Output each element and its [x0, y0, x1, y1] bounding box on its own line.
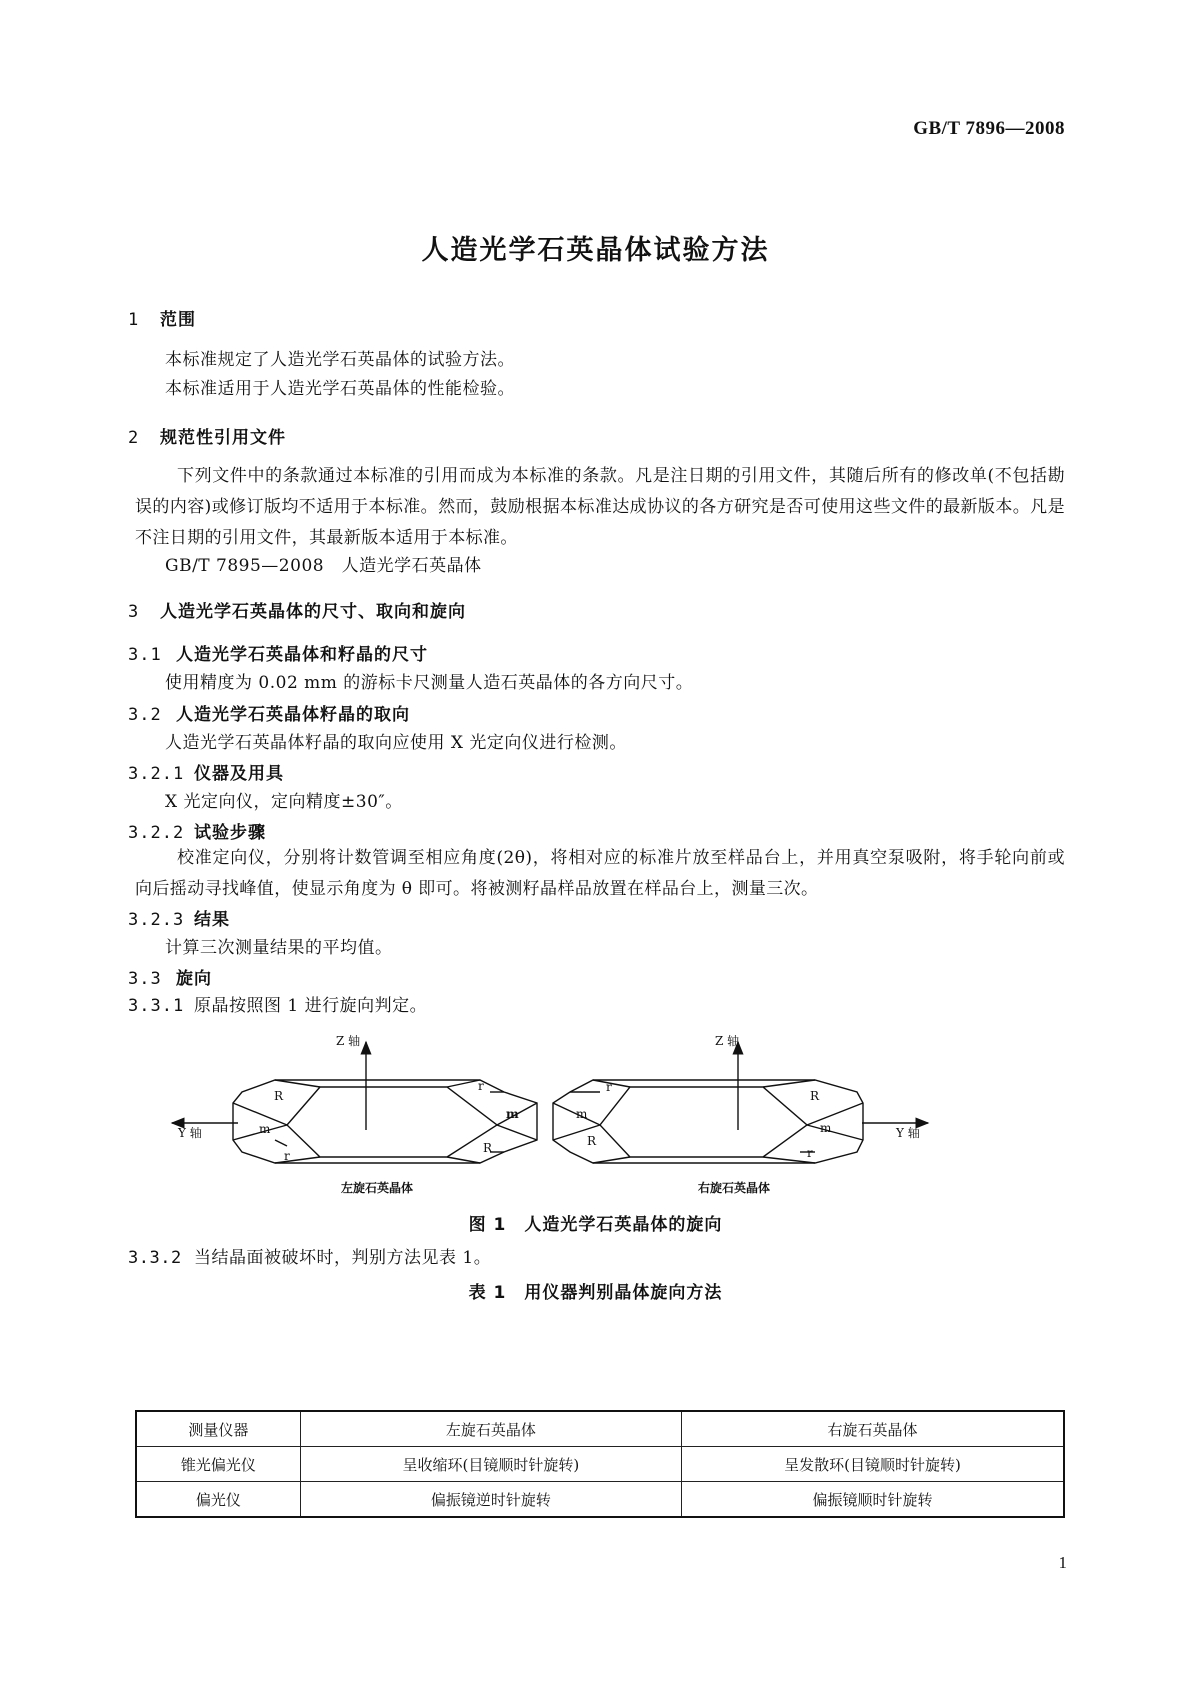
section-number: 3.3.2 [128, 1248, 182, 1268]
section-number: 3.1 [128, 645, 162, 665]
section-3-2-1-text: X 光定向仪，定向精度±30″。 [165, 792, 403, 812]
table-cell: 锥光偏光仪 [136, 1447, 300, 1482]
table-cell: 呈收缩环(目镜顺时针旋转) [300, 1447, 681, 1482]
section-1-line-1: 本标准规定了人造光学石英晶体的试验方法。 [165, 350, 515, 370]
table-cell: 偏振镜逆时针旋转 [300, 1482, 681, 1518]
section-3-2-2-paragraph: 校准定向仪，分别将计数管调至相应角度(2θ)，将相对应的标准片放至样品台上，并用真空泵吸附，将手轮向前或向后摇动寻找峰值，使显示角度为 θ 即可。将被测籽晶样品放置在样品台上，测量三次。 [135, 848, 1065, 899]
section-title: 试验步骤 [194, 823, 266, 843]
section-2-paragraph: 下列文件中的条款通过本标准的引用而成为本标准的条款。凡是注日期的引用文件，其随后所有的修改单(不包括勘误的内容)或修订版均不适用于本标准。然而，鼓励根据本标准达成协议的各方研究是否可使用这些文件的最新版本。凡是不注日期的引用文件，其最新版本适用于本标准。 [135, 466, 1065, 548]
right-crystal [553, 1042, 928, 1163]
normative-reference: GB/T 7895—2008 人造光学石英晶体 [165, 556, 482, 576]
section-number: 3.3 [128, 969, 162, 989]
section-number: 3 [128, 602, 140, 622]
section-3-3-2 [128, 1242, 491, 1274]
section-title: 人造光学石英晶体的尺寸、取向和旋向 [160, 602, 466, 622]
section-3-2-1-heading [128, 759, 284, 784]
face-label-m: m [506, 1107, 519, 1121]
face-label-R: R [587, 1134, 597, 1148]
section-title: 人造光学石英晶体籽晶的取向 [176, 705, 410, 725]
table-row [136, 1482, 1064, 1518]
section-3-2-3-heading [128, 905, 230, 930]
face-label-R: R [483, 1141, 493, 1155]
page-number: 1 [1058, 1553, 1067, 1572]
table-cell: 呈发散环(目镜顺时针旋转) [682, 1447, 1064, 1482]
section-title: 结果 [194, 910, 230, 930]
table-cell: 偏振镜顺时针旋转 [682, 1482, 1064, 1518]
section-3-1-text: 使用精度为 0.02 mm 的游标卡尺测量人造石英晶体的各方向尺寸。 [165, 673, 694, 693]
section-number: 3.2.1 [128, 764, 185, 784]
face-label-R: R [810, 1089, 820, 1103]
section-title: 人造光学石英晶体和籽晶的尺寸 [176, 645, 428, 665]
face-label-m: m [820, 1121, 832, 1135]
face-label-R: R [274, 1089, 284, 1103]
section-3-3-1 [128, 990, 427, 1022]
table-cell: 偏光仪 [136, 1482, 300, 1518]
face-label-r: r [606, 1080, 612, 1094]
section-number: 2 [128, 428, 140, 448]
face-label-r: r [284, 1149, 290, 1163]
table-header-row [136, 1411, 1064, 1447]
section-3-3-1-text: 原晶按照图 1 进行旋向判定。 [194, 996, 428, 1016]
face-label-r: r [807, 1146, 813, 1160]
table-1 [135, 1410, 1065, 1518]
section-number: 3.3.1 [128, 996, 185, 1016]
table-1-caption: 表 1 用仪器判别晶体旋向方法 [468, 1283, 723, 1303]
section-number: 1 [128, 310, 140, 330]
left-crystal-label: 左旋石英晶体 [341, 1181, 414, 1195]
section-title: 范围 [160, 310, 196, 330]
section-3-1-heading [128, 640, 428, 665]
section-3-2-text: 人造光学石英晶体籽晶的取向应使用 X 光定向仪进行检测。 [165, 733, 627, 753]
y-axis-label: Y 轴 [178, 1126, 202, 1140]
z-axis-label: Z 轴 [336, 1034, 361, 1048]
table-header-cell: 右旋石英晶体 [682, 1411, 1064, 1447]
section-3-2-2-heading [128, 818, 266, 843]
section-number: 3.2.2 [128, 823, 185, 843]
face-label-m: m [259, 1122, 271, 1136]
table-row [136, 1447, 1064, 1482]
section-2-heading [128, 423, 286, 448]
section-1-heading [128, 305, 196, 330]
table-header-cell: 左旋石英晶体 [300, 1411, 681, 1447]
section-3-3-2-text: 当结晶面被破坏时，判别方法见表 1。 [194, 1248, 492, 1268]
section-number: 3.2.3 [128, 910, 185, 930]
section-3-2-3-text: 计算三次测量结果的平均值。 [165, 938, 393, 958]
section-title: 旋向 [176, 969, 212, 989]
document-title: 人造光学石英晶体试验方法 [421, 235, 770, 266]
section-1-line-2: 本标准适用于人造光学石英晶体的性能检验。 [165, 379, 515, 399]
crystal-inner-face [287, 1087, 497, 1157]
section-3-3-heading [128, 964, 212, 989]
figure-1-caption: 图 1 人造光学石英晶体的旋向 [468, 1215, 723, 1235]
face-label-r: r [478, 1079, 484, 1093]
crystal-inner-face [600, 1087, 807, 1157]
section-3-heading [128, 597, 466, 622]
right-crystal-label: 右旋石英晶体 [698, 1181, 771, 1195]
z-axis-label: Z 轴 [715, 1034, 740, 1048]
section-title: 仪器及用具 [194, 764, 284, 784]
standard-number: GB/T 7896—2008 [913, 118, 1065, 139]
section-3-2-heading [128, 700, 410, 725]
section-number: 3.2 [128, 705, 162, 725]
figure-1-diagram [160, 1030, 960, 1210]
face-label-m: m [576, 1107, 588, 1121]
section-title: 规范性引用文件 [160, 428, 286, 448]
y-axis-label: Y 轴 [896, 1126, 920, 1140]
table-header-cell: 测量仪器 [136, 1411, 300, 1447]
